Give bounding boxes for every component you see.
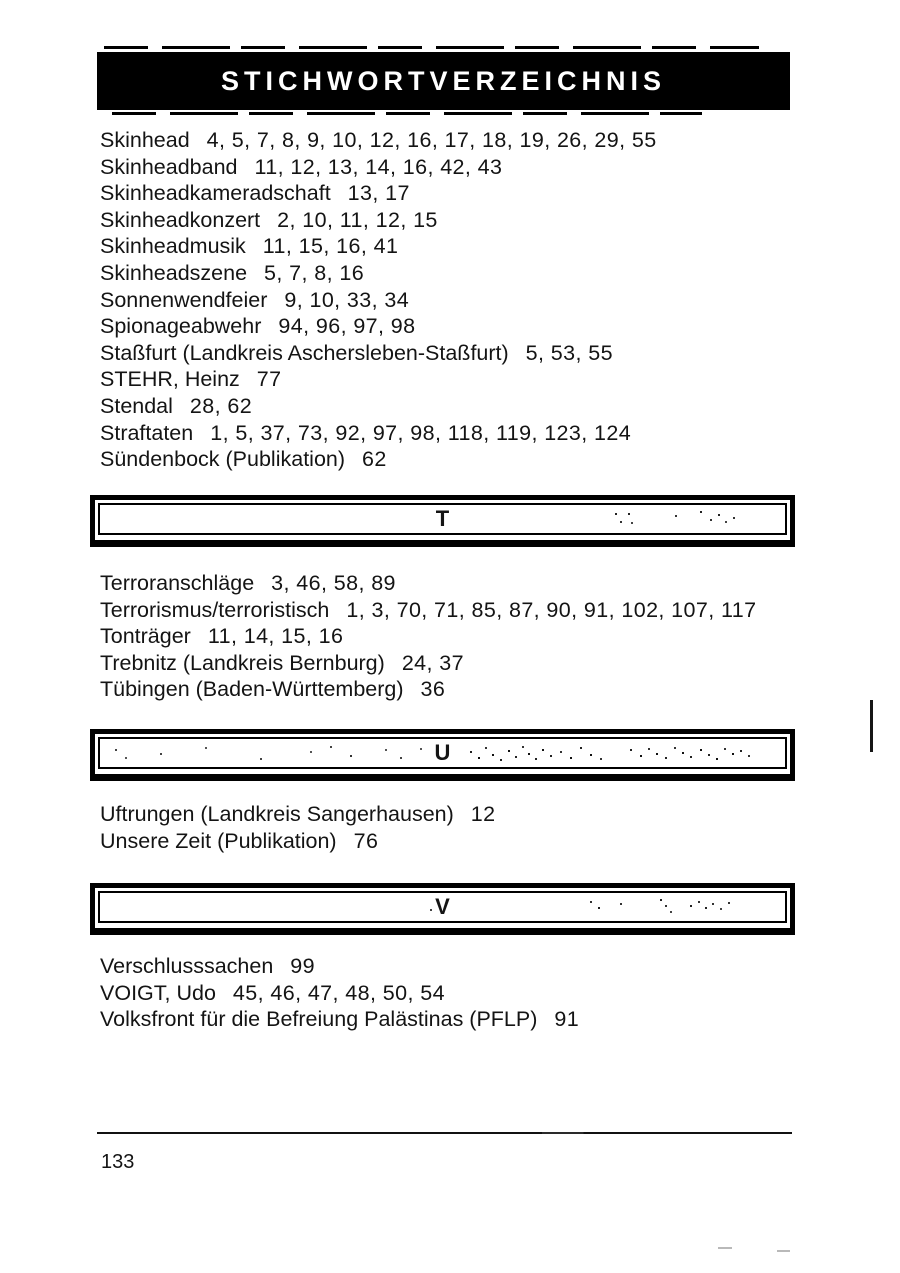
entry-term: Skinheadkameradschaft <box>100 181 331 206</box>
entry-pages: 24, 37 <box>401 650 464 675</box>
index-entry <box>100 180 657 207</box>
entry-term: Tübingen (Baden-Württemberg) <box>100 677 404 702</box>
index-section-v <box>100 953 579 1033</box>
index-entry <box>100 260 657 287</box>
index-entry <box>100 676 756 703</box>
section-divider-inner <box>98 503 787 535</box>
entry-term: Skinheadkonzert <box>100 207 261 232</box>
index-entry <box>100 446 657 473</box>
section-divider-inner <box>98 737 787 769</box>
entry-term: STEHR, Heinz <box>100 367 240 392</box>
entry-term: Skinheadmusik <box>100 234 246 259</box>
index-entry <box>100 980 579 1007</box>
footer-rule <box>97 1132 792 1134</box>
section-divider-v <box>90 883 795 935</box>
index-entry <box>100 570 756 597</box>
entry-pages: 1, 3, 70, 71, 85, 87, 90, 91, 102, 107, 117 <box>346 597 757 622</box>
index-entry <box>100 366 657 393</box>
entry-pages: 76 <box>353 828 379 853</box>
section-divider-t <box>90 495 795 547</box>
entry-term: Spionageabwehr <box>100 314 262 339</box>
index-entry <box>100 340 657 367</box>
entry-pages: 99 <box>290 954 316 978</box>
entry-term: VOIGT, Udo <box>100 980 216 1005</box>
entry-pages: 62 <box>362 447 387 472</box>
entry-pages: 94, 96, 97, 98 <box>278 314 416 339</box>
index-entry <box>100 313 657 340</box>
section-letter: T <box>435 506 450 531</box>
page-number: 133 <box>101 1151 135 1173</box>
index-entry <box>100 233 657 260</box>
scan-speckles <box>100 739 102 741</box>
entry-term: Volksfront für die Befreiung Palästinas (PFLP) <box>100 1007 538 1032</box>
index-entry <box>100 623 756 650</box>
section-divider-inner <box>98 891 787 923</box>
entry-pages: 9, 10, 33, 34 <box>284 287 410 312</box>
scan-artifact-line <box>104 46 759 49</box>
entry-term: Staßfurt (Landkreis Aschersleben-Staßfurt) <box>100 340 509 365</box>
entry-term: Tonträger <box>100 624 191 649</box>
entry-pages: 36 <box>420 677 446 702</box>
scan-artifact-vertical-line <box>870 700 873 752</box>
index-entry <box>100 154 657 181</box>
index-section-t <box>100 570 756 703</box>
entry-term: Terroranschläge <box>100 571 255 595</box>
entry-term: Skinheadband <box>100 154 238 179</box>
entry-pages: 45, 46, 47, 48, 50, 54 <box>232 980 445 1005</box>
entry-pages: 11, 15, 16, 41 <box>262 234 399 259</box>
entry-term: Terrorismus/terroristisch <box>100 597 330 622</box>
index-section-u <box>100 801 496 854</box>
entry-pages: 11, 14, 15, 16 <box>207 624 344 649</box>
index-entry <box>100 828 496 855</box>
entry-pages: 77 <box>256 367 282 392</box>
index-entry <box>100 1006 579 1033</box>
section-divider-u <box>90 729 795 781</box>
entry-pages: 5, 53, 55 <box>525 340 613 365</box>
scan-speckles <box>100 505 102 507</box>
entry-term: Skinheadszene <box>100 260 248 285</box>
index-section-s <box>100 127 657 473</box>
entry-pages: 12 <box>470 802 496 826</box>
entry-pages: 1, 5, 37, 73, 92, 97, 98, 118, 119, 123, 124 <box>210 420 632 445</box>
entry-pages: 91 <box>554 1007 580 1032</box>
entry-pages: 28, 62 <box>189 393 253 418</box>
index-entry <box>100 393 657 420</box>
entry-term: Trebnitz (Landkreis Bernburg) <box>100 650 385 675</box>
index-entry <box>100 650 756 677</box>
scan-speckles <box>100 893 102 895</box>
section-letter: V <box>435 894 450 919</box>
entry-pages: 11, 12, 13, 14, 16, 42, 43 <box>254 154 503 179</box>
entry-term: Sonnenwendfeier <box>100 287 268 312</box>
entry-term: Uftrungen (Landkreis Sangerhausen) <box>100 802 454 826</box>
entry-pages: 5, 7, 8, 16 <box>264 260 365 285</box>
index-entry <box>100 801 496 828</box>
entry-pages: 3, 46, 58, 89 <box>271 571 396 595</box>
entry-term: Straftaten <box>100 420 194 445</box>
index-title: STICHWORTVERZEICHNIS <box>220 65 666 96</box>
scan-artifact-dash <box>777 1250 790 1252</box>
entry-pages: 4, 5, 7, 8, 9, 10, 12, 16, 17, 18, 19, 26, 29, 55 <box>206 128 657 152</box>
index-entry <box>100 287 657 314</box>
entry-term: Unsere Zeit (Publikation) <box>100 828 337 853</box>
entry-term: Sündenbock (Publikation) <box>100 447 346 472</box>
index-entry <box>100 420 657 447</box>
index-header-bar <box>97 52 790 110</box>
scan-artifact-line <box>112 112 702 115</box>
entry-pages: 2, 10, 11, 12, 15 <box>277 207 438 232</box>
scan-artifact-dash <box>718 1247 732 1249</box>
index-entry <box>100 207 657 234</box>
entry-term: Verschlusssachen <box>100 954 274 978</box>
entry-term: Stendal <box>100 393 173 418</box>
index-entry <box>100 127 657 154</box>
index-entry <box>100 953 579 980</box>
entry-pages: 13, 17 <box>347 181 410 206</box>
entry-term: Skinhead <box>100 128 190 152</box>
section-letter: U <box>434 740 451 765</box>
index-entry <box>100 597 756 624</box>
